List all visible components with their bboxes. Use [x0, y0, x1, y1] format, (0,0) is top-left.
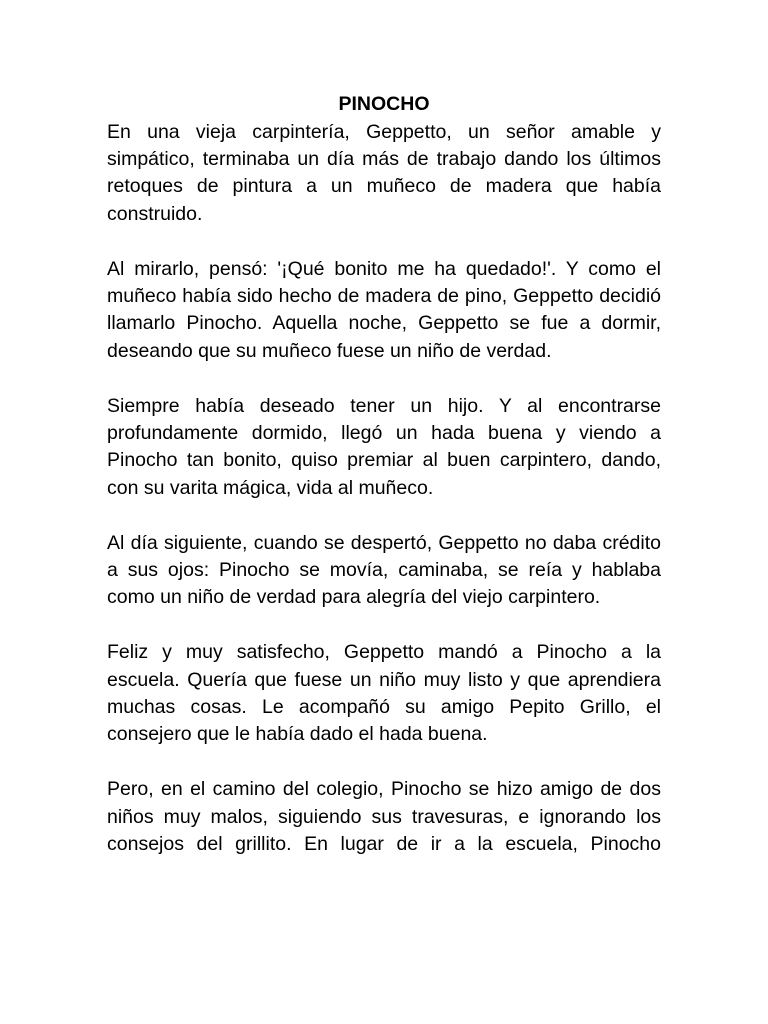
paragraph-4: Al día siguiente, cuando se despertó, Geppetto no daba crédito a sus ojos: Pinocho se movía, caminaba, se reía y hablaba como un niño de verdad para alegría del viejo carpintero.	[107, 531, 661, 609]
paragraph-2: Al mirarlo, pensó: '¡Qué bonito me ha quedado!'. Y como el muñeco había sido hecho de madera de pino, Geppetto decidió llamarlo Pinocho. Aquella noche, Geppetto se fue a dormir, deseando que su muñeco fuese un niño de verdad.	[107, 257, 661, 362]
document-page	[107, 91, 661, 858]
paragraph-5: Feliz y muy satisfecho, Geppetto mandó a Pinocho a la escuela. Quería que fuese un niño muy listo y que aprendiera muchas cosas. Le acompañó su amigo Pepito Grillo, el consejero que le había dado el hada buena.	[107, 641, 661, 746]
paragraph-6: Pero, en el camino del colegio, Pinocho se hizo amigo de dos niños muy malos, siguiendo sus travesuras, e ignorando los consejos del grillito. En lugar de ir a la escuela, Pinocho	[107, 778, 661, 855]
paragraph-3: Siempre había deseado tener un hijo. Y al encontrarse profundamente dormido, llegó un hada buena y viendo a Pinocho tan bonito, quiso premiar al buen carpintero, dando, con su varita mágica, vida al muñeco.	[107, 394, 661, 499]
paragraph-1: En una vieja carpintería, Geppetto, un señor amable y simpático, terminaba un día más de trabajo dando los últimos retoques de pintura a un muñeco de madera que había construido.	[107, 120, 661, 225]
document-title: PINOCHO	[338, 93, 430, 115]
